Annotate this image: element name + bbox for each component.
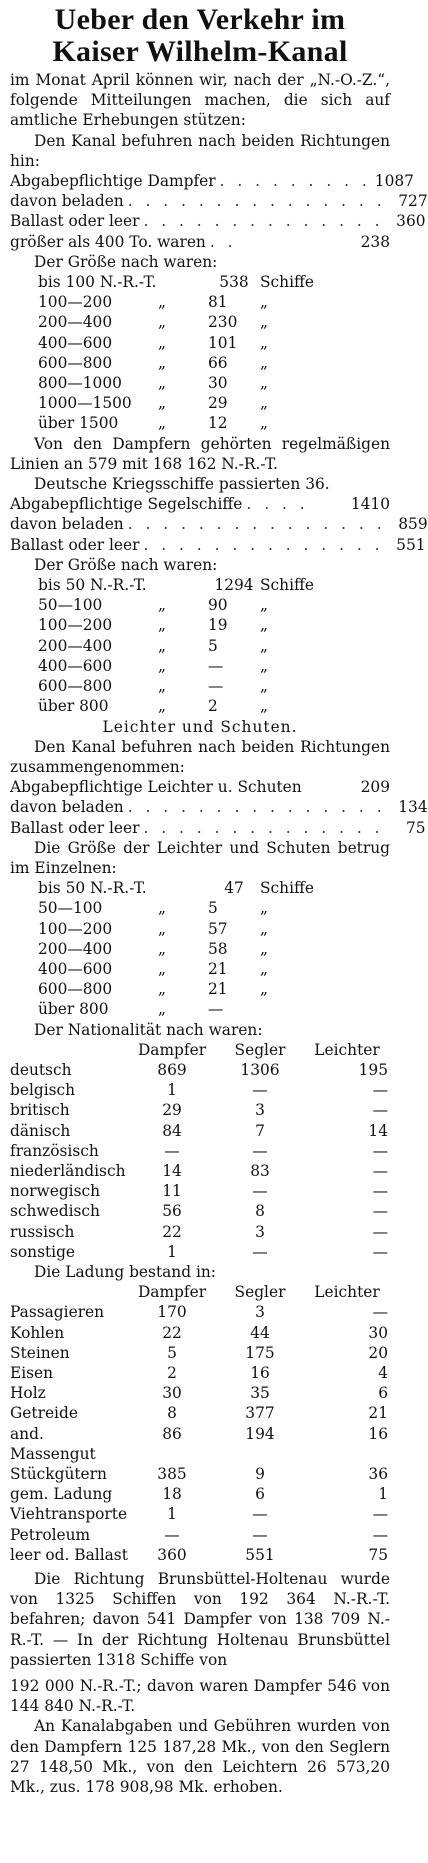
row-label: davon beladen xyxy=(10,515,124,534)
steam-row: Ballast oder leer . . . . . . . . . . . . . . 360 xyxy=(10,212,426,231)
steam-row: größer als 400 To. waren . . 238 xyxy=(10,232,390,251)
cargo-row-cell: 3 xyxy=(255,1303,265,1322)
row-label: davon beladen xyxy=(10,192,124,211)
nationality-row-label: dänisch xyxy=(10,1121,71,1140)
fees-text: An Kanalabgaben und Gebühren wurden von den Dampfern 125 187,28 Mk., von den Seglern 27 148,50 Mk., von den Leichtern 26 573,20 Mk., zus. 178 908,98 Mk. erhoben. xyxy=(10,1717,390,1797)
nationality-row-cell: — xyxy=(164,1141,180,1160)
column-header: Dampfer xyxy=(137,1040,207,1059)
column-header: Segler xyxy=(234,1283,286,1302)
size-range: über 1500 xyxy=(38,414,119,433)
sail-row: Abgabepflichtige Segelschiffe . . . . 1410 xyxy=(10,495,390,514)
size-range: bis 50 N.-R.-T. xyxy=(38,879,147,898)
cargo-row-cell: 36 xyxy=(368,1465,388,1484)
size-unit: „ xyxy=(260,899,268,918)
size-range: 50—100 xyxy=(38,899,103,918)
cargo-row-label: Petroleum xyxy=(10,1525,91,1544)
nationality-row-cell: — xyxy=(372,1141,388,1160)
row-label: größer als 400 To. waren xyxy=(10,232,206,251)
cargo-row-cell: 1 xyxy=(378,1485,388,1504)
nationality-row-cell: — xyxy=(252,1242,268,1261)
size-ditto: „ xyxy=(158,414,166,433)
size-ditto: „ xyxy=(158,374,166,393)
size-value: 5 xyxy=(208,636,218,655)
cargo-row-label: and. Massengut xyxy=(10,1424,96,1463)
cargo-row-label: Kohlen xyxy=(10,1323,65,1342)
size-value: 101 xyxy=(208,333,238,352)
cargo-row-cell: 22 xyxy=(162,1323,182,1342)
cargo-row-cell: 2 xyxy=(167,1364,177,1382)
steam-row: Abgabepflichtige Dampfer . . . . . . . . . 1087 xyxy=(10,172,414,191)
cargo-row-cell: — xyxy=(372,1303,388,1322)
row-label: Ballast oder leer xyxy=(10,212,140,231)
cargo-row-label: Passagieren xyxy=(10,1303,105,1322)
size-range: 600—800 xyxy=(38,353,113,372)
cargo-row-cell: 4 xyxy=(378,1364,388,1382)
nationality-row-cell: 84 xyxy=(162,1121,182,1140)
cargo-row-cell: 35 xyxy=(250,1384,270,1403)
size-range: 200—400 xyxy=(38,939,113,958)
size-unit: „ xyxy=(260,959,268,978)
cargo-row-cell: 16 xyxy=(368,1424,388,1443)
cargo-row-cell: 170 xyxy=(157,1303,187,1322)
row-value: 360 xyxy=(396,212,426,231)
nationality-row-cell: 29 xyxy=(162,1101,182,1120)
nationality-row-label: britisch xyxy=(10,1101,70,1120)
lighter-row: Ballast oder leer . . . . . . . . . . . . . . 75 xyxy=(10,818,426,837)
section1-heading: Den Kanal befuhren nach beiden Richtungen hin: xyxy=(10,131,390,170)
nationality-row-cell: — xyxy=(372,1182,388,1201)
size-unit: „ xyxy=(260,616,268,635)
size-range: 800—1000 xyxy=(38,374,122,393)
size-ditto: „ xyxy=(158,616,166,635)
size-unit: „ xyxy=(260,939,268,958)
nationality-row-label: russisch xyxy=(10,1222,75,1241)
cargo-row-label: Stückgütern xyxy=(10,1465,107,1484)
size-value: 19 xyxy=(208,616,228,635)
size-unit: „ xyxy=(260,374,268,393)
steam-size-heading: Der Größe nach waren: xyxy=(34,252,218,271)
cargo-row-cell: 20 xyxy=(368,1343,388,1362)
row-label: Abgabepflichtige Dampfer xyxy=(10,172,216,191)
size-unit: „ xyxy=(260,596,268,615)
size-range: bis 100 N.-R.-T. xyxy=(38,273,157,292)
size-value: 230 xyxy=(208,313,238,332)
size-ditto: „ xyxy=(158,636,166,655)
row-label: Ballast oder leer xyxy=(10,818,140,837)
column-header: Segler xyxy=(234,1040,286,1059)
cargo-row-cell: 86 xyxy=(162,1424,182,1443)
size-unit: „ xyxy=(260,677,268,696)
nationality-heading: Der Nationalität nach waren: xyxy=(34,1020,263,1039)
size-range: 200—400 xyxy=(38,313,113,332)
cargo-row-cell: 377 xyxy=(245,1404,275,1423)
steam-size-table xyxy=(38,272,390,434)
size-range: über 800 xyxy=(38,1000,109,1019)
nationality-row-cell: 1 xyxy=(167,1081,177,1100)
row-value: 209 xyxy=(360,778,390,797)
cargo-row-cell: 16 xyxy=(250,1364,270,1382)
row-value: 1410 xyxy=(350,495,390,514)
size-ditto: „ xyxy=(158,939,166,958)
lighter-summary xyxy=(10,777,428,838)
column-header: Leichter xyxy=(314,1040,380,1059)
nationality-row-label: norwegisch xyxy=(10,1182,101,1201)
cargo-row-cell: 385 xyxy=(157,1465,187,1484)
lighter-intro: Den Kanal befuhren nach beiden Richtungen zusammengenommen: xyxy=(10,737,390,776)
column-header xyxy=(10,1282,128,1302)
row-value: 551 xyxy=(396,535,426,554)
size-value: 21 xyxy=(208,959,228,978)
size-value: — xyxy=(208,656,224,675)
size-unit: „ xyxy=(260,919,268,938)
size-range: 400—600 xyxy=(38,333,113,352)
size-range: bis 50 N.-R.-T. xyxy=(38,576,147,595)
nationality-row-cell: 7 xyxy=(255,1121,265,1140)
size-range: 600—800 xyxy=(38,677,113,696)
cargo-row-label: Holz xyxy=(10,1384,46,1403)
lighter-row: davon beladen . . . . . . . . . . . . . . . 134 xyxy=(10,798,428,817)
nationality-row-label: belgisch xyxy=(10,1081,76,1100)
regular-lines-text: Von den Dampfern gehörten regelmäßigen Linien an 579 mit 168 162 N.-R.-T. xyxy=(10,434,390,473)
size-ditto: „ xyxy=(158,919,166,938)
size-ditto: „ xyxy=(158,656,166,675)
nationality-row-cell: 22 xyxy=(162,1222,182,1241)
sail-row: Ballast oder leer . . . . . . . . . . . . . . 551 xyxy=(10,535,426,554)
row-label: davon beladen xyxy=(10,798,124,817)
sail-size-table xyxy=(38,575,390,716)
cargo-row-label: Eisen xyxy=(10,1364,54,1382)
size-ditto: „ xyxy=(158,980,166,999)
cargo-row-cell: 6 xyxy=(255,1485,265,1504)
nationality-row-cell: 1 xyxy=(167,1242,177,1261)
size-value: 47 xyxy=(224,879,244,898)
size-value: — xyxy=(208,677,224,696)
direction-text-2: 192 000 N.-R.-T.; davon waren Dampfer 546 von 144 840 N.-R.-T. xyxy=(10,1677,390,1716)
cargo-row-cell: 44 xyxy=(250,1323,270,1342)
size-value: 12 xyxy=(208,414,228,433)
size-unit: „ xyxy=(260,333,268,352)
size-range: 600—800 xyxy=(38,980,113,999)
cargo-row-cell: 551 xyxy=(245,1545,275,1564)
size-value: 2 xyxy=(208,697,218,716)
size-value: 538 xyxy=(219,273,249,292)
size-range: 100—200 xyxy=(38,919,113,938)
size-unit: „ xyxy=(260,697,268,716)
size-value: 57 xyxy=(208,919,228,938)
size-ditto: „ xyxy=(158,353,166,372)
lighter-heading: Leichter und Schuten. xyxy=(102,717,298,736)
lighter-size-intro: Die Größe der Leichter und Schuten betrug im Einzelnen: xyxy=(10,838,390,877)
cargo-row-label: Getreide xyxy=(10,1404,78,1423)
size-value: 90 xyxy=(208,596,228,615)
nationality-row-cell: 83 xyxy=(250,1161,270,1180)
size-range: 1000—1500 xyxy=(38,394,132,413)
cargo-row-cell: 194 xyxy=(245,1424,275,1443)
article-title-line-1: Ueber den Verkehr im xyxy=(54,3,346,36)
nationality-row-label: niederländisch xyxy=(10,1161,126,1180)
cargo-row-cell: — xyxy=(252,1505,268,1524)
nationality-row-cell: 3 xyxy=(255,1101,265,1120)
nationality-row-cell: — xyxy=(372,1081,388,1100)
nationality-row-cell: 11 xyxy=(162,1182,182,1201)
row-label: Ballast oder leer xyxy=(10,535,140,554)
cargo-row-cell: — xyxy=(252,1525,268,1544)
column-header xyxy=(10,1040,128,1060)
size-unit: „ xyxy=(260,636,268,655)
size-unit: „ xyxy=(260,313,268,332)
size-range: 400—600 xyxy=(38,959,113,978)
nationality-row-label: französisch xyxy=(10,1141,99,1160)
size-ditto: „ xyxy=(158,959,166,978)
size-ditto xyxy=(158,272,208,292)
nationality-row-cell: 869 xyxy=(157,1060,187,1079)
row-value: 134 xyxy=(398,798,428,817)
cargo-row-cell: 1 xyxy=(167,1505,177,1524)
size-ditto: „ xyxy=(158,313,166,332)
size-ditto: „ xyxy=(158,1000,166,1019)
nationality-row-cell: 195 xyxy=(358,1060,388,1079)
cargo-row-cell: 75 xyxy=(368,1545,388,1564)
column-header: Dampfer xyxy=(137,1283,207,1302)
cargo-row-cell: 30 xyxy=(162,1384,182,1403)
lighter-size-table xyxy=(38,878,390,1019)
steam-summary xyxy=(10,171,428,252)
size-ditto: „ xyxy=(158,596,166,615)
sail-size-heading: Der Größe nach waren: xyxy=(34,555,218,574)
size-ditto: „ xyxy=(158,677,166,696)
size-unit: „ xyxy=(260,353,268,372)
article xyxy=(10,0,428,1797)
cargo-row-cell: — xyxy=(372,1525,388,1544)
cargo-row-cell: 5 xyxy=(167,1343,177,1362)
size-value: 5 xyxy=(208,899,218,918)
sail-row: davon beladen . . . . . . . . . . . . . . . 859 xyxy=(10,515,428,534)
size-ditto: „ xyxy=(158,899,166,918)
size-value: 58 xyxy=(208,939,228,958)
nationality-row-cell: — xyxy=(372,1101,388,1120)
size-range: 200—400 xyxy=(38,636,113,655)
nationality-row-cell: 3 xyxy=(255,1222,265,1241)
nationality-row-cell: — xyxy=(372,1242,388,1261)
size-unit: „ xyxy=(260,293,268,312)
lighter-row xyxy=(10,777,390,797)
row-label: Abgabepflichtige Segelschiffe xyxy=(10,495,243,514)
size-unit: „ xyxy=(260,656,268,675)
size-unit: „ xyxy=(260,980,268,999)
nationality-table xyxy=(10,1040,390,1262)
nationality-row-cell: 14 xyxy=(368,1121,388,1140)
cargo-row-cell: 18 xyxy=(162,1485,182,1504)
row-value: 727 xyxy=(398,192,428,211)
size-ditto xyxy=(158,878,208,898)
nationality-row-label: sonstige xyxy=(10,1242,76,1261)
size-unit: Schiffe xyxy=(260,576,315,595)
sail-summary xyxy=(10,494,428,555)
size-value: 21 xyxy=(208,980,228,999)
size-unit: Schiffe xyxy=(260,879,315,898)
size-unit: „ xyxy=(260,394,268,413)
cargo-row-label: gem. Ladung xyxy=(10,1485,113,1504)
cargo-row-cell: 21 xyxy=(368,1404,388,1423)
cargo-row-label: Viehtransporte xyxy=(10,1505,128,1524)
size-value: 81 xyxy=(208,293,228,312)
size-value: 29 xyxy=(208,394,228,413)
size-value: 1294 xyxy=(214,576,254,595)
cargo-row-label: Steinen xyxy=(10,1343,70,1362)
nationality-row-cell: — xyxy=(372,1202,388,1221)
size-value: — xyxy=(208,1000,224,1019)
cargo-row-cell: 175 xyxy=(245,1343,275,1362)
intro-paragraph: im Monat April können wir, nach der „N.-O.-Z.“, folgende Mitteilungen machen, die sich auf amtliche Erhebungen stützen: xyxy=(10,71,390,130)
row-value: 1087 xyxy=(374,172,414,191)
size-range: 100—200 xyxy=(38,616,113,635)
size-range: über 800 xyxy=(38,697,109,716)
cargo-heading: Die Ladung bestand in: xyxy=(34,1262,216,1281)
cargo-row-cell: 6 xyxy=(378,1384,388,1403)
row-value: 859 xyxy=(398,515,428,534)
cargo-row-cell: 30 xyxy=(368,1323,388,1342)
nationality-row-cell: 56 xyxy=(162,1202,182,1221)
row-value: 238 xyxy=(360,232,390,251)
size-range: 50—100 xyxy=(38,596,103,615)
cargo-row-cell: — xyxy=(372,1505,388,1524)
size-ditto: „ xyxy=(158,697,166,716)
row-label: Abgabepflichtige Leichter u. Schuten xyxy=(10,778,302,797)
size-unit: Schiffe xyxy=(260,273,315,292)
cargo-row-cell: 8 xyxy=(167,1404,177,1423)
cargo-table xyxy=(10,1282,390,1565)
nationality-row-cell: — xyxy=(252,1182,268,1201)
size-unit xyxy=(260,999,370,1019)
size-ditto xyxy=(158,575,208,595)
steam-row: davon beladen . . . . . . . . . . . . . . . 727 xyxy=(10,192,428,211)
size-ditto: „ xyxy=(158,394,166,413)
column-header: Leichter xyxy=(314,1283,380,1302)
nationality-row-cell: — xyxy=(252,1081,268,1100)
nationality-row-cell: 1306 xyxy=(240,1060,280,1079)
nationality-row-label: deutsch xyxy=(10,1060,72,1079)
nationality-row-cell: 8 xyxy=(255,1202,265,1221)
size-unit: „ xyxy=(260,414,268,433)
cargo-row-cell: — xyxy=(164,1525,180,1544)
nationality-row-cell: — xyxy=(372,1161,388,1180)
nationality-row-cell: 14 xyxy=(162,1161,182,1180)
direction-text: Die Richtung Brunsbüttel-Holtenau wurde von 1325 Schiffen von 192 364 N.-R.-T. befahren; davon 541 Dampfer von 138 709 N.-R.-T. — In der Richtung Holtenau Brunsbüttel passierten 1318 Schiffe von xyxy=(10,1570,390,1669)
warships-text: Deutsche Kriegsschiffe passierten 36. xyxy=(34,475,330,494)
nationality-row-cell: — xyxy=(252,1141,268,1160)
size-range: 400—600 xyxy=(38,656,113,675)
row-value: 75 xyxy=(405,818,426,837)
size-value: 30 xyxy=(208,374,228,393)
nationality-row-label: schwedisch xyxy=(10,1202,100,1221)
size-value: 66 xyxy=(208,353,228,372)
nationality-row-cell: — xyxy=(372,1222,388,1241)
cargo-row-label: leer od. Ballast xyxy=(10,1545,128,1564)
size-ditto: „ xyxy=(158,333,166,352)
article-title-line-2: Kaiser Wilhelm-Kanal xyxy=(52,35,348,68)
size-range: 100—200 xyxy=(38,293,113,312)
cargo-row-cell: 360 xyxy=(157,1545,187,1564)
cargo-row-cell: 9 xyxy=(255,1465,265,1484)
size-ditto: „ xyxy=(158,293,166,312)
